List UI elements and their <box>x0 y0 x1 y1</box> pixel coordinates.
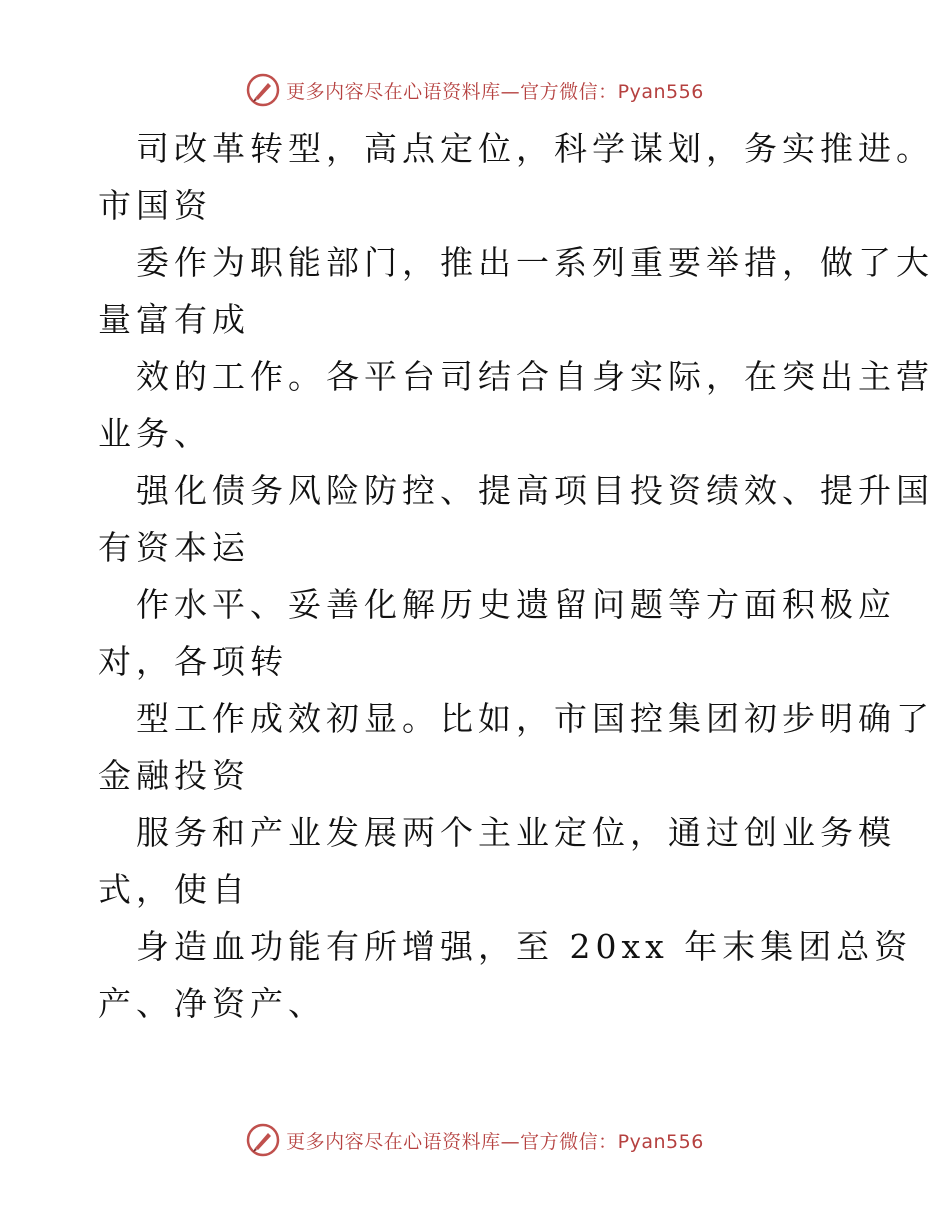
text-line: 产、净资产、 <box>98 984 326 1023</box>
text-line: 司改革转型，高点定位，科学谋划，务实推进。 <box>136 129 934 168</box>
text-line: 委作为职能部门，推出一系列重要举措，做了大 <box>136 243 934 282</box>
text-line: 型工作成效初显。比如，市国控集团初步明确了 <box>136 699 934 738</box>
document-body <box>98 120 934 1032</box>
text-line: 业务、 <box>98 414 212 453</box>
pen-logo-icon <box>246 1123 280 1157</box>
text-line: 有资本运 <box>98 528 250 567</box>
text-line: 身造血功能有所增强，至 20xx 年末集团总资 <box>136 927 913 966</box>
text-line: 对，各项转 <box>98 642 288 681</box>
text-line: 金融投资 <box>98 756 250 795</box>
text-line: 量富有成 <box>98 300 250 339</box>
text-line: 效的工作。各平台司结合自身实际，在突出主营 <box>136 357 934 396</box>
footer-banner-text: 更多内容尽在心语资料库—官方微信：Pyan556 <box>286 1130 704 1153</box>
text-line: 市国资 <box>98 186 212 225</box>
text-line: 服务和产业发展两个主业定位，通过创业务模 <box>136 813 896 852</box>
text-line: 式，使自 <box>98 870 250 909</box>
header-banner <box>0 70 950 110</box>
footer-banner <box>0 1120 950 1160</box>
text-line: 作水平、妥善化解历史遗留问题等方面积极应 <box>136 585 896 624</box>
header-banner-text: 更多内容尽在心语资料库—官方微信：Pyan556 <box>286 80 704 103</box>
text-line: 强化债务风险防控、提高项目投资绩效、提升国 <box>136 471 934 510</box>
pen-logo-icon <box>246 73 280 107</box>
